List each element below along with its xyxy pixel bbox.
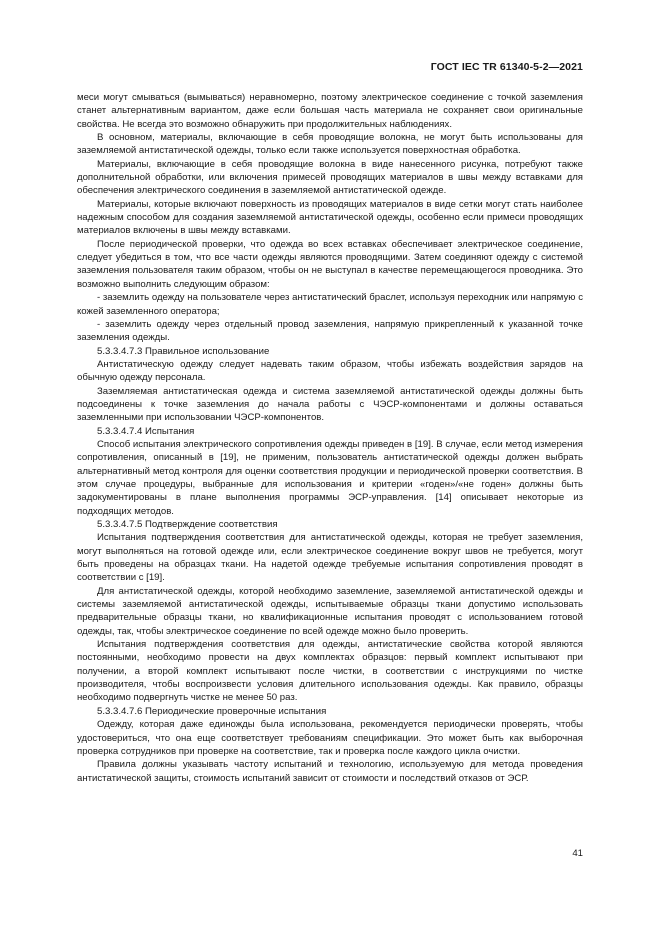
paragraph-qualification-permanent: Испытания подтверждения соответствия для одежды, антистатические свойства которой являются постоянными, необходимо провести на двух комплектах образцов: первый комплект испытывают при получении, а второй комплект испытывают после чистки, в соответствии с инструкциями по чистке производителя, чтобы воспроизвести условия длительного использования одежды. Как правило, образцы необходимо подвергнуть чистке не менее 50 раз.	[77, 639, 583, 704]
paragraph-qualification-grounded: Для антистатической одежды, которой необходимо заземление, заземляемой антистатической одежды и системы заземляемой антистатической одежды, испытываемые образцы ткани допустимо использовать предварительные образцы ткани, но квалификационные испытания проводят с использованием готовой одежды, так, чтобы электрическое соединение по всей одежде можно было проверить.	[77, 585, 583, 637]
paragraph-wearing: Антистатическую одежду следует надевать таким образом, чтобы избежать воздействия зарядов на обычную одежду персонала.	[77, 358, 583, 384]
paragraph-periodic-check: После периодической проверки, что одежда во всех вставках обеспечивает электрическое соединение, следует убедиться в том, что все части одежды являются проводящими. Затем соединяют одежду с системой заземления пользователя таким образом, чтобы он не выступал в качестве перемещающегося проводника. Это возможно выполнить следующим образом:	[77, 238, 583, 290]
document-body	[77, 91, 583, 785]
standard-designation: ГОСТ IEC TR 61340-5-2—2021	[430, 61, 583, 73]
section-heading-testing: 5.3.3.4.7.4 Испытания	[97, 425, 195, 437]
section-heading-qualification: 5.3.3.4.7.5 Подтверждение соответствия	[97, 519, 278, 530]
list-item-wrist-strap: - заземлить одежду на пользователе через антистатический браслет, используя переходник или напрямую с кожей заземленного оператора;	[77, 292, 583, 317]
paragraph-resistance-test: Способ испытания электрического сопротивления одежды приведен в [19]. В случае, если метод измерения сопротивления, описанный в [19], не применим, пользователь антистатической одежды должен выбрать альтернативный метод контроля для оценки соответствия продукции и периодической проверки соответствия. В этом случае процедуры, выбранные для использования и критерии «годен»/«не годен» должны быть задокументированы в плане выполнения программы ЭСР-управления. [14] описывает некоторые из подходящих методов.	[77, 438, 583, 517]
section-heading-periodic-tests: 5.3.3.4.7.6 Периодические проверочные испытания	[97, 705, 327, 717]
paragraph-periodic-verification: Одежду, которая даже единожды была использована, рекомендуется периодически проверять, чтобы удостовериться, что она еще соответствует требованиям спецификации. Это может быть как выборочная проверка сотрудников при проверке на соответствие, так и проверка после каждого цикла очистки.	[77, 719, 583, 757]
paragraph-continuation: меси могут смываться (вымываться) неравномерно, поэтому электрическое соединение с точкой заземления станет альтернативным вариантом, даже если большая часть материала не сохраняет свои оригинальные свойства. Не всегда это возможно обнаружить при продолжительных наблюдениях.	[77, 92, 583, 130]
paragraph-qualification-ungrounded: Испытания подтверждения соответствия для антистатической одежды, которая не требует заземления, могут выполняться на готовой одежде или, если электрическое соединение вокруг швов не требуется, могут быть проведены на образцах ткани. На надетой одежде требуемые испытания сопротивления проводят в соответствии с [19].	[77, 532, 583, 584]
paragraph-mesh-surface: Материалы, которые включают поверхность из проводящих материалов в виде сетки могут стать наиболее надежным способом для создания заземляемой антистатической одежды, особенно если примеси проводящих материалов включены в швы между вставками.	[77, 198, 583, 237]
paragraph-test-frequency: Правила должны указывать частоту испытаний и технологию, используемую для метода проведения антистатической защиты, стоимость испытаний зависит от стоимости и последствий отказов от ЭСР.	[77, 759, 583, 784]
page-number: 41	[572, 848, 583, 859]
paragraph-conductive-fibers: В основном, материалы, включающие в себя проводящие волокна, не могут быть использованы для заземляемой антистатической одежды, только если также используется поверхностная обработка.	[77, 132, 583, 157]
section-heading-proper-use: 5.3.3.4.7.3 Правильное использование	[97, 345, 270, 357]
paragraph-pattern-fibers: Материалы, включающие в себя проводящие волокна в виде нанесенного рисунка, потребуют также дополнительной обработки, или включения примесей проводящих материалов в швы между вставками для обеспечения электрического соединения в заземляемой антистатической одежде.	[77, 158, 583, 197]
list-item-ground-wire: - заземлить одежду через отдельный провод заземления, напрямую прикрепленный к указанной точке заземления одежды.	[77, 318, 583, 344]
paragraph-grounding-before-work: Заземляемая антистатическая одежда и система заземляемой антистатической одежды должны быть подсоединены к точке заземления до начала работы с ЧЭСР-компонентами и должны оставаться заземленными при использовании ЧЭСР-компонентов.	[77, 385, 583, 424]
